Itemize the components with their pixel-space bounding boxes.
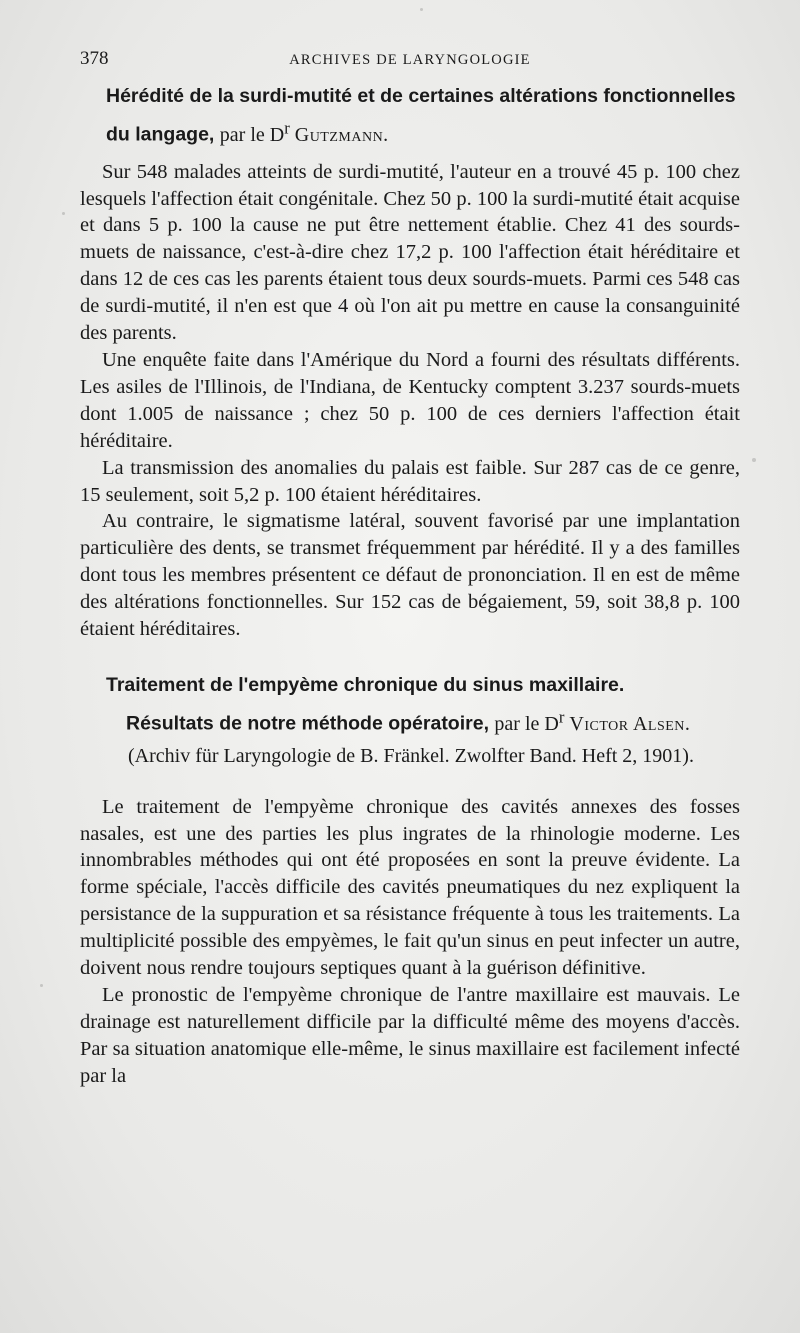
paper-speck	[40, 984, 43, 987]
byline-prefix: par le D	[494, 712, 559, 735]
article-title	[80, 669, 740, 772]
paragraph: Une enquête faite dans l'Amérique du Nord a fourni des résultats différents. Les asiles de l'Illinois, de l'Indiana, de Kentucky comptent 3.237 sourds-muets dont 1.005 de naissance ; chez 50 p. 100 de ces derniers l'affection était héréditaire.	[80, 349, 740, 452]
paragraph: Au contraire, le sigmatisme latéral, souvent favorisé par une implantation particulière des dents, se transmet fréquemment par hérédité. Il y a des familles dont tous les membres présentent ce défaut de prononciation. Il en est de même des altérations fonctionnelles. Sur 152 cas de bégaiement, 59, soit 38,8 p. 100 étaient héréditaires.	[80, 510, 740, 641]
byline-sup: r	[284, 118, 290, 137]
byline	[219, 118, 389, 146]
paragraph: La transmission des anomalies du palais est faible. Sur 287 cas de ce genre, 15 seulement, soit 5,2 p. 100 étaient héréditaires.	[80, 456, 740, 506]
article-heredite	[80, 80, 740, 643]
author-name: Gutzmann.	[294, 123, 389, 146]
paragraph: Le pronostic de l'empyème chronique de l'antre maxillaire est mauvais. Le drainage est naturellement difficile par la difficulté même des moyens d'accès. Par sa situation anatomique elle-même, le sinus maxillaire est facilement infecté par la	[80, 983, 740, 1087]
paragraph: Le traitement de l'empyème chronique des cavités annexes des fosses nasales, est une des parties les plus ingrates de la rhinologie moderne. Les innombrables méthodes qui ont été proposées en sont la preuve évidente. La forme spéciale, l'accès difficile des cavités pneumatiques du nez expliquent la persistance de la suppuration et sa résistance fréquente à tous les traitements. La multiplicité possible des empyèmes, le fait qu'un sinus en peut infecter un autre, doivent nous rendre toujours septiques quant à la guérison définitive.	[80, 795, 740, 980]
source-citation: (Archiv für Laryngologie de B. Fränkel. Zwolfter Band. Heft 2, 1901).	[128, 744, 694, 767]
article-empyeme	[80, 669, 740, 1090]
article-title-line2-block	[108, 701, 740, 772]
spacer	[80, 151, 740, 159]
running-head	[80, 48, 740, 72]
article-title	[80, 80, 740, 151]
byline-sup: r	[558, 706, 565, 726]
spacer	[80, 643, 740, 669]
paper-speck	[752, 458, 756, 462]
page-number: 378	[80, 48, 109, 69]
paper-speck	[62, 212, 65, 215]
article-title-line2: Résultats de notre méthode opératoire,	[126, 712, 489, 735]
paper-speck	[420, 8, 423, 11]
article-title-text: Hérédité de la surdi-mutité et de certaines altérations fonctionnelles du langage,	[106, 85, 736, 146]
author-name: Victor Alsen.	[569, 712, 691, 735]
spacer	[80, 772, 740, 794]
byline-prefix: par le D	[219, 123, 285, 146]
article-title-line1: Traitement de l'empyème chronique du sinus maxillaire.	[106, 673, 625, 696]
paragraph: Sur 548 malades atteints de surdi-mutité, l'auteur en a trouvé 45 p. 100 chez lesquels l'affection était congénitale. Chez 50 p. 100 la surdi-mutité était acquise et dans 5 p. 100 la cause ne put être nettement établie. Chez 41 des sourds-muets de naissance, c'est-à-dire chez 17,2 p. 100 l'affection était héréditaire et dans 12 de ces cas les parents étaient tous deux sourds-muets. Parmi ces 548 cas de surdi-mutité, il n'en est que 4 où l'on ait pu mettre en cause la consanguinité des parents.	[80, 160, 740, 345]
journal-title: ARCHIVES DE LARYNGOLOGIE	[289, 52, 531, 68]
